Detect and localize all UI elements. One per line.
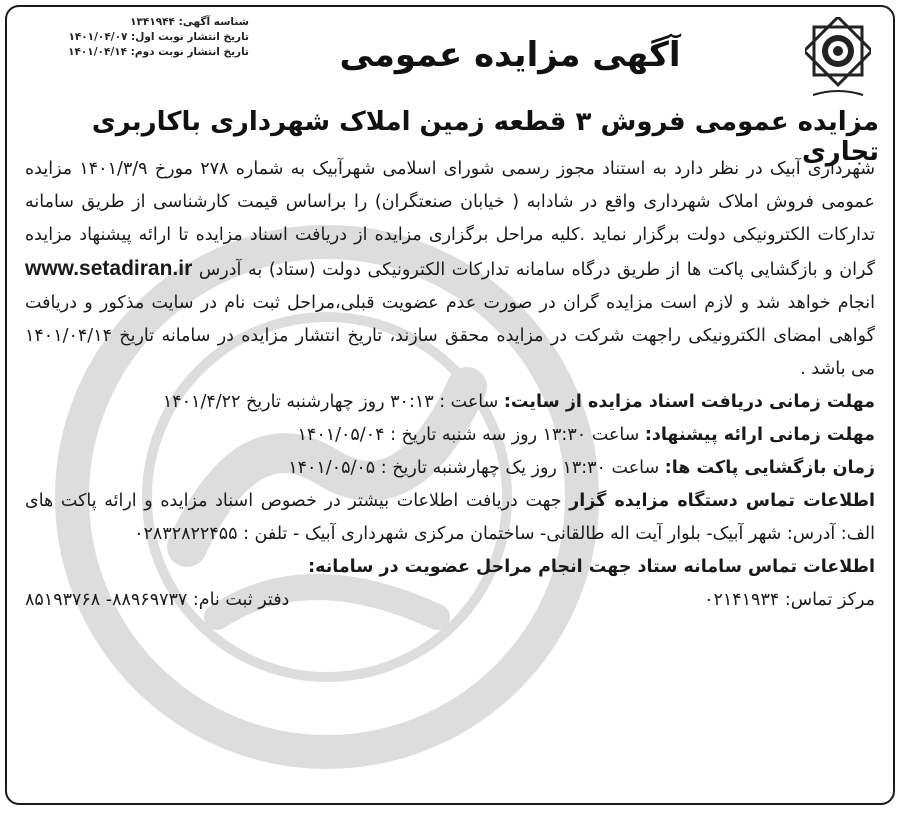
- setad-call-center: مرکز تماس: ۰۲۱۴۱۹۳۴: [704, 590, 875, 610]
- opening-time: [25, 452, 875, 485]
- offer-deadline-label: مهلت زمانی ارائه پیشنهاد:: [644, 425, 875, 445]
- docs-deadline-label: مهلت زمانی دریافت اسناد مزایده از سایت:: [503, 392, 875, 412]
- municipality-logo-icon: [805, 17, 871, 105]
- body-paragraph: [25, 153, 875, 386]
- ad-meta: [19, 15, 249, 60]
- second-publish-date: تاریخ انتشار نوبت دوم: ۱۴۰۱/۰۴/۱۴: [68, 46, 249, 58]
- first-publish-date: تاریخ انتشار نوبت اول: ۱۴۰۱/۰۴/۰۷: [68, 31, 249, 43]
- setad-registration-office: دفتر ثبت نام: ۸۸۹۶۹۷۳۷- ۸۵۱۹۳۷۶۸: [25, 590, 290, 610]
- setad-heading: اطلاعات تماس سامانه ستاد جهت انجام مراحل عضویت در سامانه:: [308, 557, 875, 577]
- docs-deadline: [25, 386, 875, 419]
- page-subtitle: مزایده عمومی فروش ۳ قطعه زمین املاک شهرداری باکاربری تجاری: [91, 107, 879, 167]
- ad-id: شناسه آگهی: ۱۳۴۱۹۴۴: [130, 16, 249, 28]
- docs-deadline-value: ساعت : ۳۰:۱۳ روز چهارشنبه تاریخ ۱۴۰۱/۴/۲۲: [162, 392, 504, 412]
- website-link[interactable]: www.setadiran.ir: [25, 257, 193, 280]
- offer-deadline: [25, 419, 875, 452]
- opening-time-label: زمان بازگشایی پاکت ها:: [664, 458, 875, 478]
- notice-body: [25, 153, 875, 617]
- opening-time-value: ساعت ۱۳:۳۰ روز یک چهارشنبه تاریخ : ۱۴۰۱/۰۵/۰۵: [288, 458, 665, 478]
- notice-frame: [5, 5, 895, 805]
- contact-text: جهت دریافت اطلاعات بیشتر در خصوص اسناد مزایده و ارائه پاکت های الف: آدرس: شهر آبیک- بلوار آیت اله طالقانی- ساختمان مرکزی شهرداری آبیک - تلفن : ۰۲۸۳۲۸۲۲۴۵۵: [25, 491, 875, 544]
- offer-deadline-value: ساعت ۱۳:۳۰ روز سه شنبه تاریخ : ۱۴۰۱/۰۵/۰۴: [297, 425, 645, 445]
- page-title: آگهی مزایده عمومی: [339, 35, 681, 75]
- contact-info: [25, 485, 875, 551]
- body-text-continued: انجام خواهد شد و لازم است مزایده گران در صورت عدم عضویت قبلی،مراحل ثبت نام در سایت مذکور و دریافت گواهی امضای الکترونیکی راجهت شرکت در مزایده محقق سازند، تاریخ انتشار مزایده در سامانه تاریخ ۱۴۰۱/۰۴/۱۴ می باشد .: [25, 293, 875, 379]
- contact-label: اطلاعات تماس دستگاه مزایده گزار: [569, 491, 875, 511]
- setad-contacts: [25, 584, 875, 617]
- body-text: شهرداری آبیک در نظر دارد به استناد مجوز رسمی شورای اسلامی شهرآبیک به شماره ۲۷۸ مورخ ۱۴۰۱/۳/۹ مزایده عمومی فروش املاک شهرداری واقع در شادابه ( خیابان صنعتگران) را براساس قیمت کارشناسی از طریق سامانه تدارکات الکترونیکی دولت برگزار نماید .کلیه مراحل برگزاری مزایده از دریافت اسناد مزایده تا ارائه پیشنهاد مزایده گران و بازگشایی پاکت ها از طریق درگاه سامانه تدارکات الکترونیکی دولت (ستاد) به آدرس: [25, 159, 875, 280]
